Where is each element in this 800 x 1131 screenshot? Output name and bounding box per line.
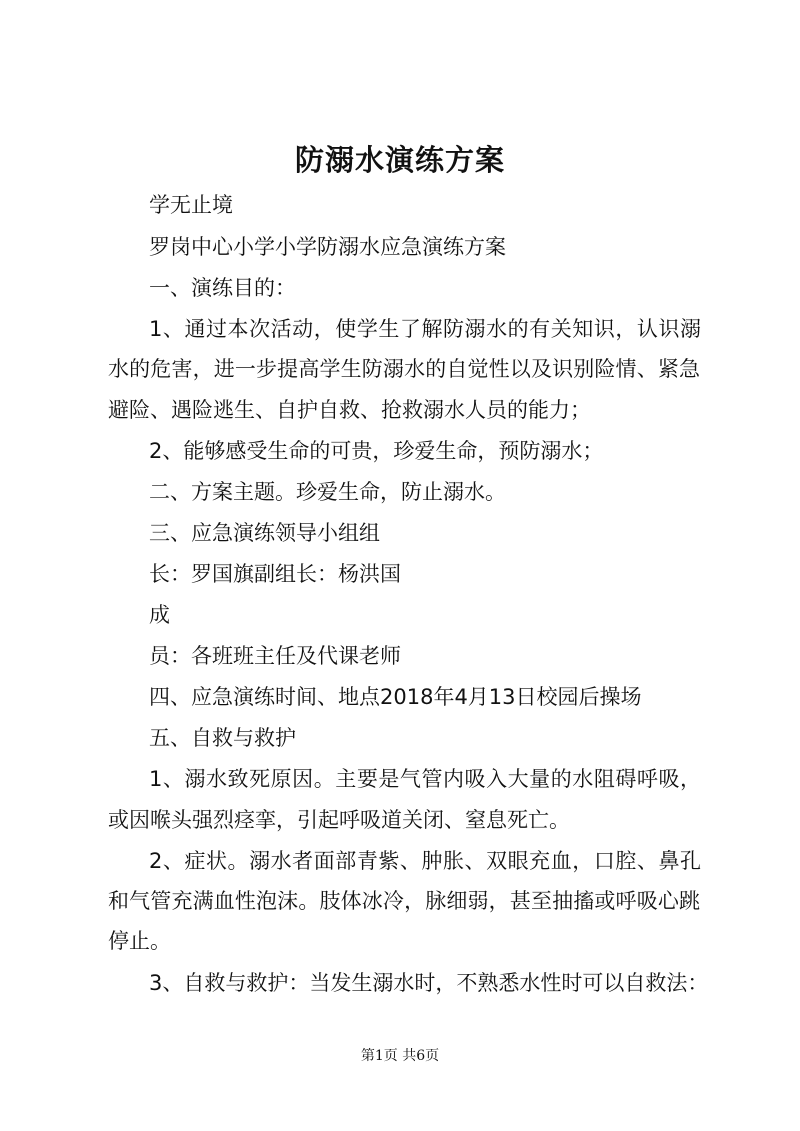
text-line: 罗岗中心小学小学防溺水应急演练方案	[149, 235, 506, 259]
text-line: 学无止境	[149, 193, 233, 217]
paragraph-line: 2、能够感受生命的可贵，珍爱生命，预防溺水；	[149, 439, 604, 463]
paragraph-line: 和气管充满血性泡沫。肢体冰冷，脉细弱，甚至抽搐或呼吸心跳	[108, 889, 700, 913]
text-line: 员：各班班主任及代课老师	[149, 644, 401, 668]
paragraph-line: 避险、遇险逃生、自护自救、抢救溺水人员的能力；	[108, 398, 591, 422]
paragraph-line: 水的危害，进一步提高学生防溺水的自觉性以及识别险情、紧急	[108, 357, 700, 381]
paragraph-line: 或因喉头强烈痉挛，引起呼吸道关闭、窒息死亡。	[108, 808, 570, 832]
paragraph-line: 3、自救与救护：当发生溺水时，不熟悉水性时可以自救法：	[149, 971, 709, 995]
page-number: 第1页 共6页	[360, 1048, 440, 1064]
text-line: 长：罗国旗副组长：杨洪国	[149, 562, 401, 586]
document-title: 防溺水演练方案	[294, 143, 505, 177]
paragraph-line: 停止。	[108, 929, 171, 953]
section-heading: 五、自救与救护	[149, 726, 296, 750]
paragraph-line: 1、通过本次活动，使学生了解防溺水的有关知识，认识溺	[149, 317, 701, 341]
section-heading: 二、方案主题。珍爱生命，防止溺水。	[149, 480, 506, 504]
section-heading: 一、演练目的：	[149, 276, 296, 300]
paragraph-line: 1、溺水致死原因。主要是气管内吸入大量的水阻碍呼吸，	[149, 767, 701, 791]
text-line: 成	[149, 603, 170, 627]
section-heading: 三、应急演练领导小组组	[149, 521, 380, 545]
section-heading: 四、应急演练时间、地点2018年4月13日校园后操场	[149, 685, 642, 709]
paragraph-line: 2、症状。溺水者面部青紫、肿胀、双眼充血，口腔、鼻孔	[149, 849, 701, 873]
